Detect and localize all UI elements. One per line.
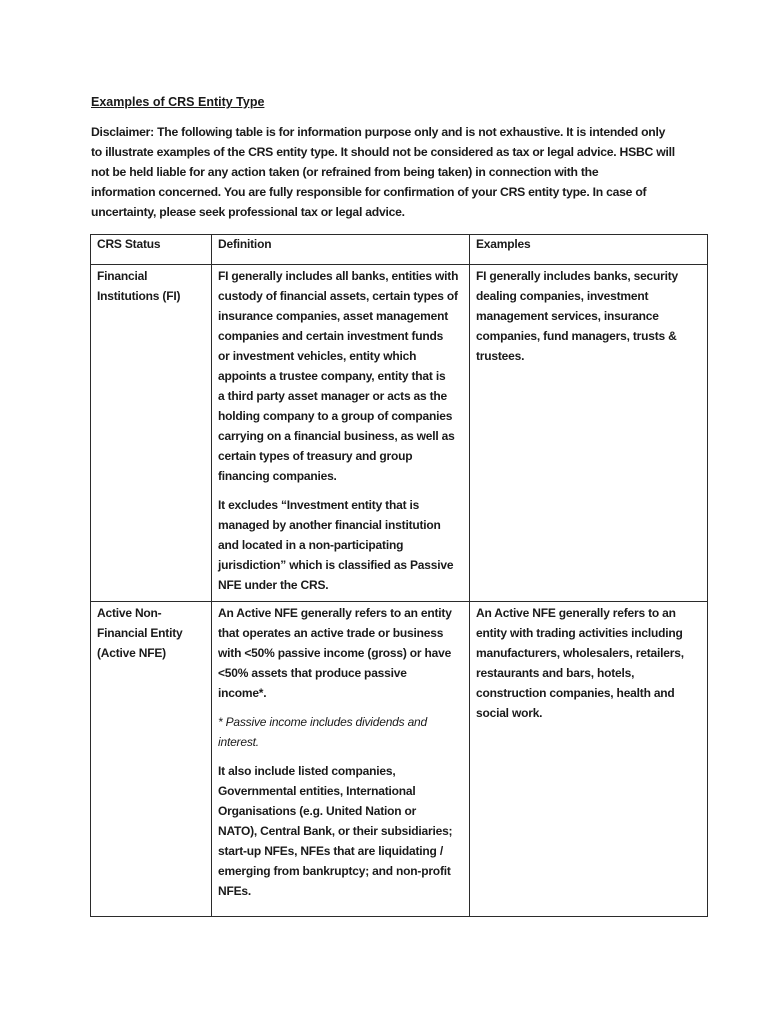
- example-line: manufacturers, wholesalers, retailers,: [476, 646, 684, 660]
- disclaimer-line: to illustrate examples of the CRS entity type. It should not be considered as tax or legal advice. HSBC will: [91, 145, 675, 159]
- example-line: dealing companies, investment: [476, 289, 649, 303]
- definition-line: carrying on a financial business, as well as: [218, 429, 455, 443]
- definition-paragraph: [218, 266, 463, 486]
- definition-line: It also include listed companies,: [218, 764, 396, 778]
- definition-line: emerging from bankruptcy; and non-profit: [218, 864, 451, 878]
- example-line: social work.: [476, 706, 543, 720]
- table-header-row: [91, 235, 708, 265]
- example-line: restaurants and bars, hotels,: [476, 666, 635, 680]
- definition-line: a third party asset manager or acts as the: [218, 389, 448, 403]
- definition-paragraph: [218, 603, 463, 703]
- definition-line: holding company to a group of companies: [218, 409, 453, 423]
- table-row-active-nfe: [91, 602, 708, 917]
- definition-line: managed by another financial institution: [218, 518, 441, 532]
- header-crs-status: CRS Status: [91, 235, 212, 265]
- definition-line: companies and certain investment funds: [218, 329, 444, 343]
- definition-line: and located in a non-participating: [218, 538, 404, 552]
- disclaimer-line: not be held liable for any action taken (or refrained from being taken) in connection with the: [91, 165, 599, 179]
- passive-income-footnote: [218, 712, 463, 752]
- definition-line: or investment vehicles, entity which: [218, 349, 417, 363]
- definition-line: Governmental entities, International: [218, 784, 416, 798]
- example-line: construction companies, health and: [476, 686, 675, 700]
- cell-crs-status: [91, 265, 212, 602]
- example-line: trustees.: [476, 349, 525, 363]
- definition-line: Organisations (e.g. United Nation or: [218, 804, 417, 818]
- status-line: Financial Entity: [97, 626, 183, 640]
- definition-line: NFEs.: [218, 884, 252, 898]
- definition-line: custody of financial assets, certain types of: [218, 289, 458, 303]
- definition-paragraph: [218, 761, 463, 901]
- definition-line: appoints a trustee company, entity that is: [218, 369, 446, 383]
- definition-line: NATO), Central Bank, or their subsidiaries;: [218, 824, 453, 838]
- table-row-financial-institutions: [91, 265, 708, 602]
- cell-definition: [212, 602, 470, 917]
- cell-examples: [470, 265, 708, 602]
- definition-line: interest.: [218, 735, 259, 749]
- definition-line: An Active NFE generally refers to an entity: [218, 606, 452, 620]
- example-line: management services, insurance: [476, 309, 659, 323]
- status-line: Institutions (FI): [97, 289, 181, 303]
- definition-line: * Passive income includes dividends and: [218, 715, 427, 729]
- example-line: companies, fund managers, trusts &: [476, 329, 677, 343]
- crs-entity-table: [90, 234, 708, 917]
- definition-line: with <50% passive income (gross) or have: [218, 646, 452, 660]
- definition-line: that operates an active trade or business: [218, 626, 444, 640]
- status-line: (Active NFE): [97, 646, 166, 660]
- cell-crs-status: [91, 602, 212, 917]
- disclaimer-line: information concerned. You are fully responsible for confirmation of your CRS entity type. In case of: [91, 185, 647, 199]
- definition-line: start-up NFEs, NFEs that are liquidating /: [218, 844, 443, 858]
- status-line: Financial: [97, 269, 148, 283]
- definition-line: financing companies.: [218, 469, 337, 483]
- header-definition: Definition: [212, 235, 470, 265]
- example-line: entity with trading activities including: [476, 626, 683, 640]
- disclaimer-paragraph: [91, 122, 691, 222]
- definition-line: <50% assets that produce passive: [218, 666, 407, 680]
- definition-line: income*.: [218, 686, 267, 700]
- definition-line: insurance companies, asset management: [218, 309, 449, 323]
- definition-line: jurisdiction” which is classified as Passive: [218, 558, 454, 572]
- disclaimer-line: uncertainty, please seek professional tax or legal advice.: [91, 205, 405, 219]
- example-line: FI generally includes banks, security: [476, 269, 679, 283]
- definition-line: NFE under the CRS.: [218, 578, 329, 592]
- definition-line: FI generally includes all banks, entities with: [218, 269, 459, 283]
- cell-definition: [212, 265, 470, 602]
- status-line: Active Non-: [97, 606, 162, 620]
- definition-line: It excludes “Investment entity that is: [218, 498, 420, 512]
- header-examples: Examples: [470, 235, 708, 265]
- cell-examples: [470, 602, 708, 917]
- definition-line: certain types of treasury and group: [218, 449, 413, 463]
- document-title: Examples of CRS Entity Type: [91, 95, 265, 109]
- disclaimer-line: Disclaimer: The following table is for information purpose only and is not exhaustive. It is intended only: [91, 125, 666, 139]
- definition-paragraph: [218, 495, 463, 595]
- example-line: An Active NFE generally refers to an: [476, 606, 676, 620]
